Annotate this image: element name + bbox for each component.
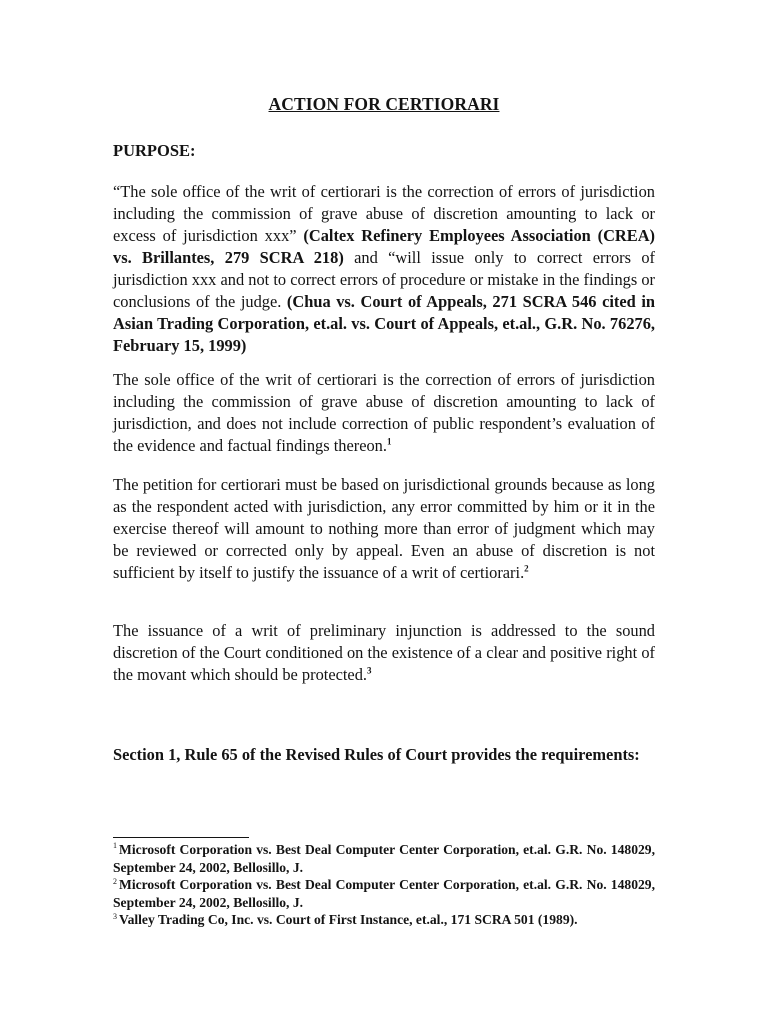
quote-text-2: and “will issue only to correct errors of jurisdiction xxx and not to correct errors of procedure or mistake in the findings or conclusions of the judge. [113, 248, 655, 311]
paragraph-text: The petition for certiorari must be based on jurisdictional grounds because as long as the respondent acted with jurisdiction, any error committed by him or it in the exercise thereof will amount to nothing more than error of judgment which may be reviewed or corrected only by appeal. Even an abuse of discretion is not sufficient by itself to justify the issuance of a writ of certiorari. [113, 475, 655, 582]
section-rule-65: Section 1, Rule 65 of the Revised Rules of Court provides the requirements: [113, 745, 640, 764]
footnote-ref-2: 2 [524, 563, 529, 574]
footnote-text: Valley Trading Co, Inc. vs. Court of First Instance, et.al., 171 SCRA 501 (1989). [119, 912, 578, 928]
footnote-number: 1 [113, 841, 117, 851]
footnote-separator [113, 837, 249, 838]
footnote-number: 3 [113, 911, 117, 921]
footnote-ref-3: 3 [367, 665, 372, 676]
paragraph-jurisdictional-grounds [113, 474, 655, 584]
footnote-text: Microsoft Corporation vs. Best Deal Computer Center Corporation, et.al. G.R. No. 148029, September 24, 2002, Bellosillo, J. [113, 842, 655, 875]
paragraph-sole-office [113, 369, 655, 457]
citation-chua: (Chua vs. Court of Appeals, 271 SCRA 546 cited in Asian Trading Corporation, et.al. vs. Court of Appeals, et.al., G.R. No. 76276, February 15, 1999) [113, 292, 655, 355]
footnote-1 [113, 841, 655, 876]
citation-caltex: (Caltex Refinery Employees Association (CREA) vs. Brillantes, 279 SCRA 218) [113, 226, 655, 267]
paragraph-text: The sole office of the writ of certiorari is the correction of errors of jurisdiction including the commission of grave abuse of discretion amounting to lack of jurisdiction, and does not include correction of public respondent’s evaluation of the evidence and factual findings thereon. [113, 370, 655, 455]
footnote-3 [113, 911, 655, 929]
document-title: ACTION FOR CERTIORARI [268, 94, 500, 114]
paragraph-preliminary-injunction [113, 620, 655, 686]
footnote-number: 2 [113, 876, 117, 886]
quote-text-1: “The sole office of the writ of certiorari is the correction of errors of jurisdiction including the commission of grave abuse of discretion amounting to lack or excess of jurisdiction xxx” [113, 182, 655, 245]
footnote-ref-1: 1 [386, 436, 392, 447]
document-page [113, 0, 655, 1024]
purpose-heading: PURPOSE: [113, 141, 196, 160]
footnote-2 [113, 876, 655, 911]
paragraph-purpose-quote [113, 181, 655, 357]
paragraph-text: The issuance of a writ of preliminary injunction is addressed to the sound discretion of the Court conditioned on the existence of a clear and positive right of the movant which should be protected. [113, 621, 655, 684]
footnote-text: Microsoft Corporation vs. Best Deal Computer Center Corporation, et.al. G.R. No. 148029, September 24, 2002, Bellosillo, J. [113, 877, 655, 910]
footnotes [113, 841, 655, 929]
